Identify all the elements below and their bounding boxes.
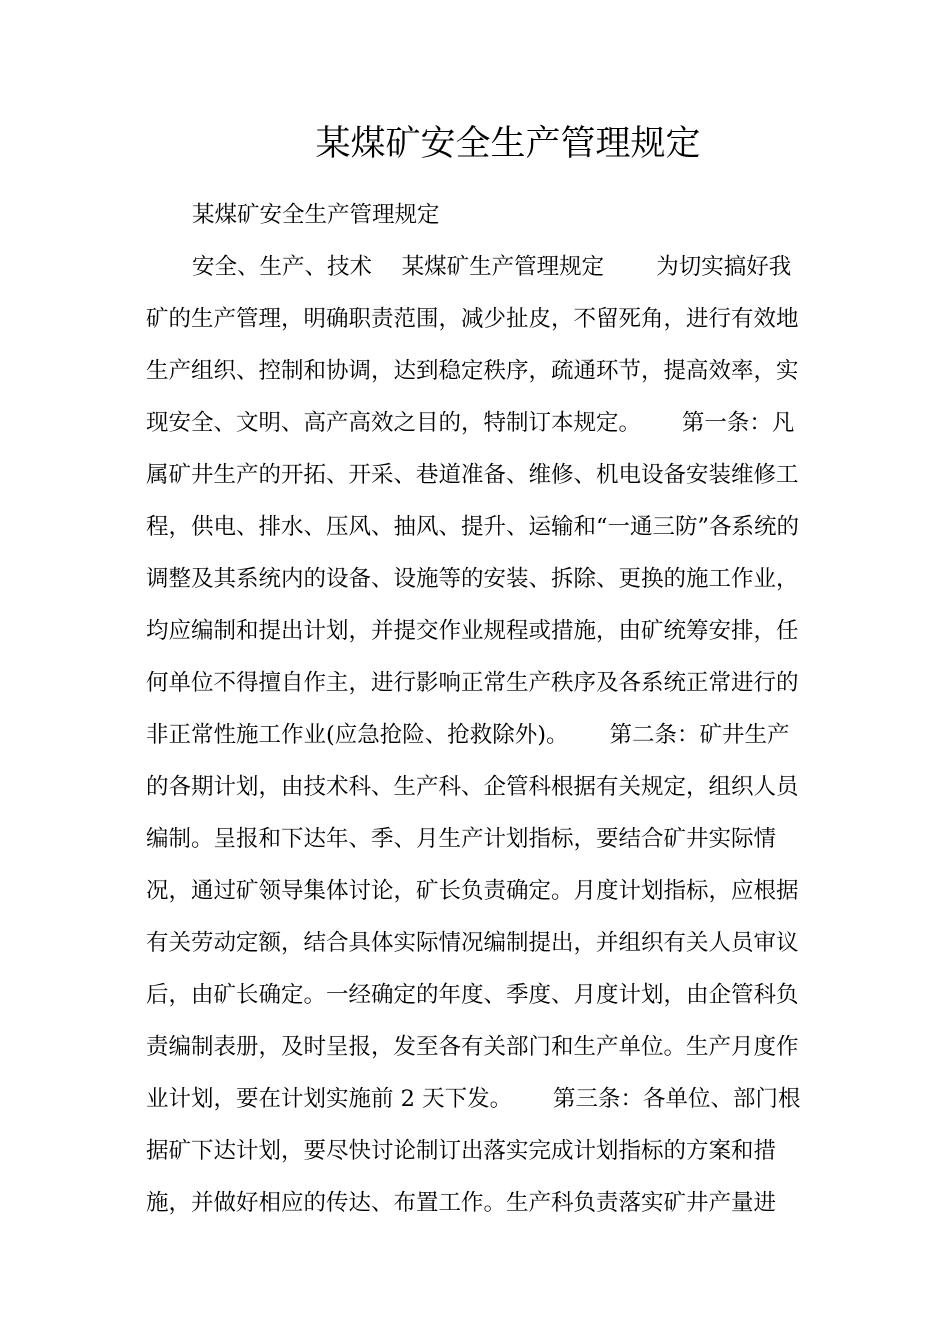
body-line: 的各期计划，由技术科、生产科、企管科根据有关规定，组织人员 [146,774,799,800]
body-line: 均应编制和提出计划，并提交作业规程或措施，由矿统筹安排，任 [146,618,799,644]
body-line: 何单位不得擅自作主，进行影响正常生产秩序及各系统正常进行的 [146,670,799,696]
body-line: 编制。呈报和下达年、季、月生产计划指标，要结合矿井实际情 [146,826,777,852]
body-line: 据矿下达计划，要尽快讨论制订出落实完成计划指标的方案和措 [146,1138,777,1164]
body-line: 程，供电、排水、压风、抽风、提升、运输和“一通三防”各系统的 [146,514,800,540]
body-line: 现安全、文明、高产高效之目的，特制订本规定。 第一条：凡 [146,410,795,436]
body-line: 责编制表册，及时呈报，发至各有关部门和生产单位。生产月度作 [146,1034,799,1060]
subtitle-line: 某煤矿安全生产管理规定 [192,202,440,228]
body-line: 生产组织、控制和协调，达到稳定秩序，疏通环节，提高效率，实 [146,358,799,384]
body-line: 属矿井生产的开拓、开采、巷道准备、维修、机电设备安装维修工 [146,462,799,488]
document-title: 某煤矿安全生产管理规定 [315,124,701,164]
body-line: 施，并做好相应的传达、布置工作。生产科负责落实矿井产量进 [146,1190,777,1216]
body-line: 后，由矿长确定。一经确定的年度、季度、月度计划，由企管科负 [146,982,799,1008]
body-line: 安全、生产、技术 某煤矿生产管理规定 为切实搞好我 [192,254,792,280]
body-line: 有关劳动定额，结合具体实际情况编制提出，并组织有关人员审议 [146,930,799,956]
body-line: 况，通过矿领导集体讨论，矿长负责确定。月度计划指标，应根据 [146,878,799,904]
body-line: 非正常性施工作业(应急抢险、抢救除外)。 第二条：矿井生产 [146,722,790,748]
body-line: 调整及其系统内的设备、设施等的安装、拆除、更换的施工作业， [146,566,799,592]
body-line: 业计划，要在计划实施前 2 天下发。 第三条：各单位、部门根 [146,1086,801,1112]
body-line: 矿的生产管理，明确职责范围，减少扯皮，不留死角，进行有效地 [146,306,799,332]
